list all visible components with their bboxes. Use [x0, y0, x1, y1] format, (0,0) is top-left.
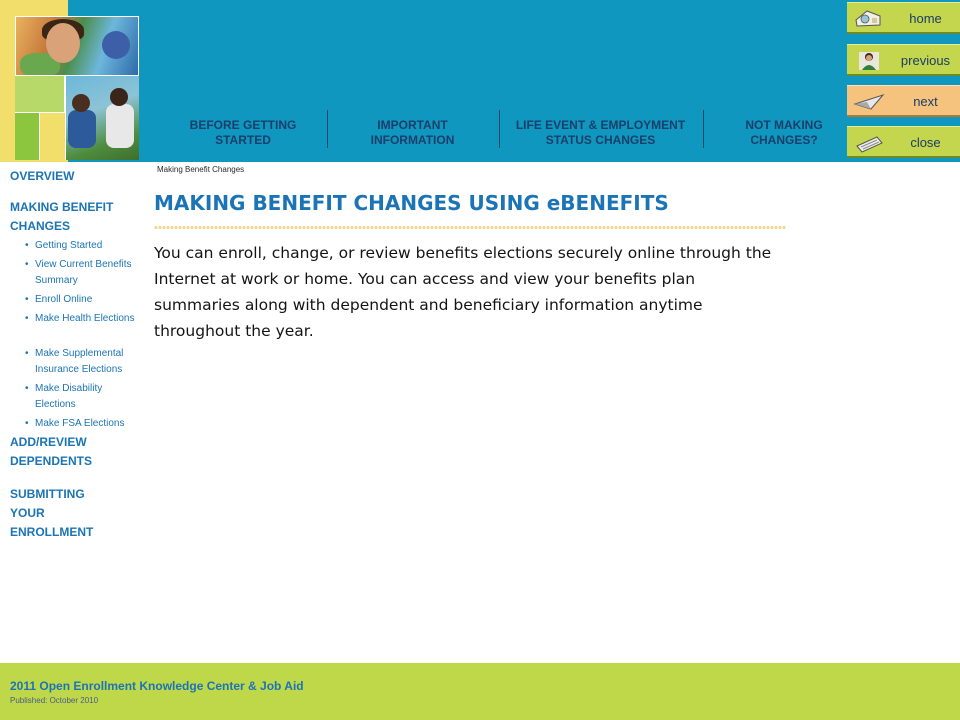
nav-tab-life-event[interactable]: LIFE EVENT & EMPLOYMENT STATUS CHANGES [515, 118, 686, 147]
bullet-icon: • [25, 348, 29, 359]
person-icon [853, 49, 885, 71]
house-photo-icon [853, 7, 885, 29]
sidebar-subitem-health-elections[interactable] [25, 311, 137, 327]
sidebar-subitem-supplemental-elections[interactable] [25, 346, 137, 378]
sidebar-subitem-label: Make FSA Elections [35, 418, 125, 429]
bullet-icon: • [25, 418, 29, 429]
bullet-icon: • [25, 313, 29, 324]
header-banner [0, 0, 960, 162]
sidebar-subitem-label: Make Health Elections [35, 313, 135, 324]
sidebar-subitem-view-summary[interactable] [25, 257, 137, 289]
photo-jogger-head [72, 94, 90, 112]
close-label: close [910, 135, 941, 150]
sidebar-subitem-label: Make Disability Elections [35, 383, 103, 410]
bullet-icon: • [25, 383, 29, 394]
sidebar-subitem-label: Enroll Online [35, 294, 93, 305]
header-lightgreen-square [15, 76, 65, 113]
nav-tab-important-information[interactable]: IMPORTANT INFORMATION [370, 118, 455, 147]
nav-tab-before-getting-started[interactable]: BEFORE GETTING STARTED [189, 118, 297, 147]
sidebar-subitem-label: View Current Benefits Summary [35, 259, 132, 286]
header-photo-family-food [15, 16, 139, 76]
sidebar-subitem-disability-elections[interactable] [25, 381, 137, 413]
title-dotted-divider [154, 225, 786, 230]
photo-blueberries [102, 31, 130, 59]
photo-person-face [46, 23, 80, 63]
sidebar-subitem-label: Make Supplemental Insurance Elections [35, 348, 124, 375]
footer [0, 663, 960, 720]
top-nav [158, 108, 848, 158]
sidebar-item-overview[interactable]: OVERVIEW [10, 169, 75, 183]
sidebar-item-submitting-enrollment[interactable]: SUBMITTING YOUR ENROLLMENT [10, 487, 94, 539]
sidebar-subitem-getting-started[interactable] [25, 238, 137, 254]
home-label: home [909, 11, 942, 26]
paper-plane-icon [853, 90, 885, 112]
footer-title: 2011 Open Enrollment Knowledge Center & Job Aid [10, 679, 304, 693]
previous-label: previous [900, 53, 951, 68]
next-button[interactable] [847, 85, 960, 117]
page-title: MAKING BENEFIT CHANGES USING eBENEFITS [154, 191, 669, 215]
header-photo-joggers [65, 76, 139, 160]
nav-divider [327, 110, 328, 148]
nav-tab-not-making-changes[interactable]: NOT MAKING CHANGES? [745, 118, 823, 147]
sidebar-item-add-review-dependents[interactable]: ADD/REVIEW DEPENDENTS [10, 435, 93, 468]
bullet-icon: • [25, 294, 29, 305]
nav-divider [703, 110, 704, 148]
breadcrumb: Making Benefit Changes [157, 165, 245, 174]
sidebar-subitem-label: Getting Started [35, 240, 103, 251]
next-label: next [913, 94, 938, 109]
photo-jogger-body [106, 104, 134, 148]
nav-divider [499, 110, 500, 148]
left-sidebar-nav [0, 162, 145, 662]
previous-button[interactable] [847, 44, 960, 76]
sidebar-subitem-enroll-online[interactable] [25, 292, 137, 308]
home-button[interactable] [847, 2, 960, 34]
body-paragraph: You can enroll, change, or review benefits elections securely online through the Internet at work or home. You can access and view your benefits plan summaries along with dependent and beneficiary information anytime throughout the year. [154, 244, 772, 340]
close-button[interactable] [847, 126, 960, 158]
sidebar-item-making-benefit-changes[interactable]: MAKING BENEFIT CHANGES [10, 200, 114, 233]
footer-published-date: Published: October 2010 [10, 696, 99, 705]
sidebar-subitem-fsa-elections[interactable] [25, 416, 137, 432]
photo-jogger-head [110, 88, 128, 106]
close-document-icon [853, 131, 885, 153]
bullet-icon: • [25, 240, 29, 251]
bullet-icon: • [25, 259, 29, 270]
photo-jogger-body [68, 110, 96, 148]
